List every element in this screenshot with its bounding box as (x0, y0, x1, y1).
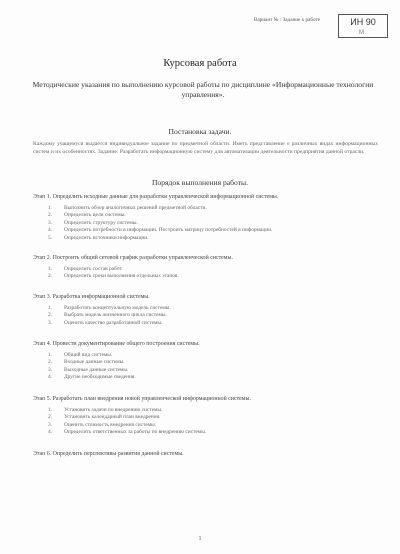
list-item-text: Определить структуру системы. (64, 219, 138, 226)
stage-title: Этап 5. Разработать план внедрения новой управленческой информационной системы. (33, 396, 251, 402)
list-item-text: Оценить качество разработанной системы. (64, 319, 163, 326)
list-item (48, 205, 368, 212)
list-item (48, 212, 368, 219)
list-item-number: 5. (48, 234, 53, 241)
list-item-text: Установить календарный план внедрения. (64, 414, 161, 421)
list-item (48, 352, 368, 359)
stage-list (48, 352, 368, 382)
list-item (48, 235, 368, 242)
list-item-number: 4. (48, 227, 53, 234)
list-item-text: Разработать концептуальную модель системы. (64, 305, 171, 311)
stage-list (48, 407, 368, 437)
list-item-text: Определить источники информации. (64, 234, 149, 241)
list-item-number: 3. (48, 319, 53, 326)
list-item (48, 312, 368, 319)
list-item (48, 320, 368, 327)
stamp-box (338, 14, 388, 38)
problem-text: Каждому учащемуся выдается индивидуальное задание по предметной области. Иметь представление о различных видах информационных систем и их особенностях. Задание: Разработать информационную систему для автоматизации деятельности предприятия данной отрасли. (33, 141, 378, 155)
stage-list (48, 266, 368, 281)
list-item-text: Общий вид системы. (64, 352, 113, 358)
list-item-number: 2. (48, 312, 53, 319)
list-item-text: Выполнить обзор аналогичных решений предметной области. (64, 205, 207, 211)
list-item (48, 359, 368, 366)
page-number: 1 (198, 536, 202, 542)
list-item-number: 1. (48, 266, 53, 272)
list-item-text: Выходные данные системы. (64, 366, 129, 373)
list-item-text: Определить цели системы. (64, 212, 126, 219)
list-item-number: 1. (48, 305, 53, 311)
page-subtitle: Методические указания по выполнению курсовой работы по дисциплине «Информационные технологии управления». (32, 80, 374, 99)
list-item-number: 4. (48, 374, 53, 381)
list-item-number: 2. (48, 212, 53, 219)
corner-note: Вариант № / Задание к работе (253, 17, 321, 23)
list-item-text: Определить состав работ. (64, 266, 123, 272)
list-item-text: Определить ответственных за работы по внедрению системы. (64, 429, 207, 436)
list-item-number: 2. (48, 414, 53, 421)
list-item (48, 273, 368, 280)
list-item-number: 2. (48, 359, 53, 366)
stamp-code: ИН 90 (350, 17, 376, 27)
list-item-text: Определить потребности в информации. Построить матрицу потребностей в информации. (64, 227, 273, 234)
stage-title: Этап 6. Определить перспективы развития данной системы. (33, 451, 184, 457)
stage-list (48, 305, 368, 327)
stage-title: Этап 1. Определить исходные данные для разработки управленческой информационной системы. (33, 194, 279, 200)
list-item-number: 1. (48, 407, 53, 413)
list-item-number: 3. (48, 366, 53, 373)
list-item (48, 227, 368, 234)
order-heading: Порядок выполнения работы. (151, 178, 249, 187)
list-item-text: Другие необходимые сведения. (64, 374, 136, 381)
list-item-number: 3. (48, 421, 53, 428)
stage-list (48, 205, 368, 242)
list-item-number: 1. (48, 352, 53, 358)
list-item (48, 266, 368, 273)
list-item (48, 429, 368, 436)
list-item (48, 414, 368, 421)
list-item (48, 374, 368, 381)
stamp-mark: М (359, 30, 364, 36)
list-item-text: Оценить стоимость внедрения системы. (64, 421, 157, 428)
list-item-number: 1. (48, 205, 53, 211)
list-item-number: 3. (48, 219, 53, 226)
list-item-text: Определить сроки выполнения отдельных этапов. (64, 273, 179, 280)
problem-heading: Постановка задачи. (168, 127, 232, 136)
stage-title: Этап 3. Разработка информационной системы. (33, 294, 150, 300)
list-item-number: 4. (48, 429, 53, 436)
list-item-text: Входные данные системы. (64, 359, 125, 366)
list-item-number: 2. (48, 273, 53, 280)
list-item-text: Установить задачи по внедрению системы. (64, 407, 163, 413)
stage-title: Этап 2. Построить общий сетевой график разработки управленческой системы. (33, 255, 233, 261)
page-title: Курсовая работа (163, 58, 237, 69)
list-item-text: Выбрать модель жизненного цикла системы. (64, 312, 167, 319)
stage-title: Этап 4. Провести документирование общего построения системы. (33, 341, 200, 347)
